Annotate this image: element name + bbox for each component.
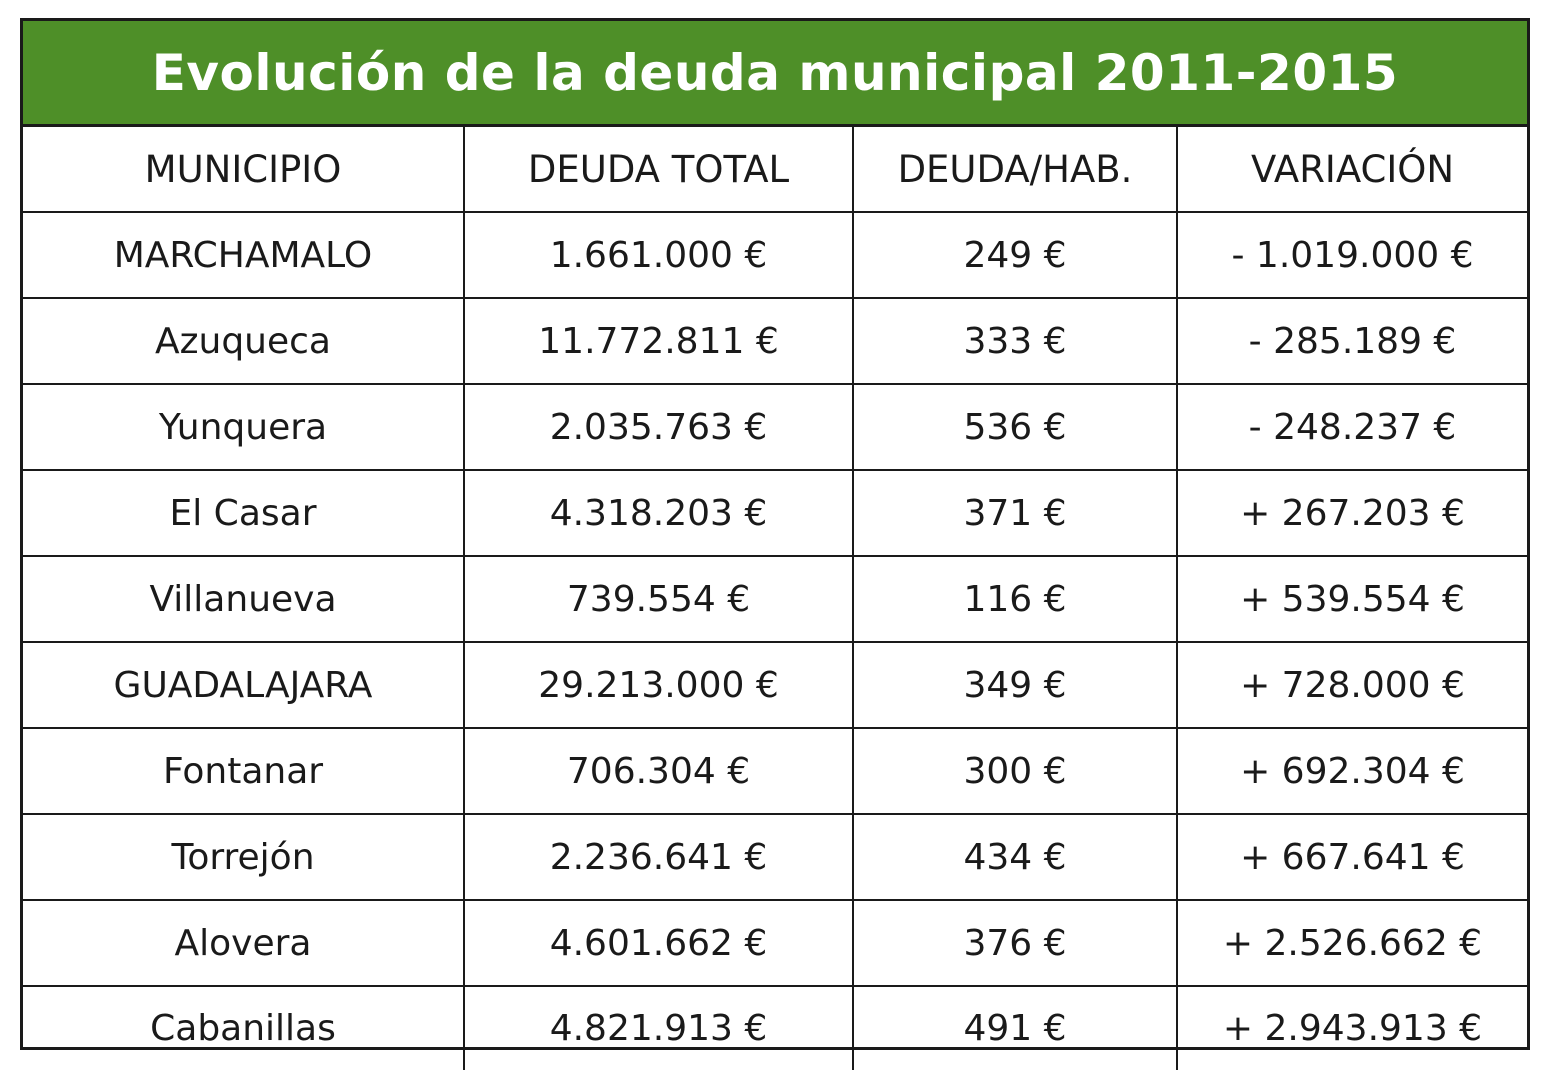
deuda-hab-cell: 536 € [853,384,1177,470]
table-row [23,642,1527,728]
table-row [23,728,1527,814]
deuda-hab-cell: 434 € [853,814,1177,900]
column-header-municipio: MUNICIPIO [23,127,464,212]
table-row [23,212,1527,298]
table-row [23,900,1527,986]
municipio-cell: GUADALAJARA [23,642,464,728]
deuda-total-cell: 4.821.913 € [464,986,853,1070]
table-row [23,384,1527,470]
deuda-total-cell: 11.772.811 € [464,298,853,384]
variacion-cell: - 248.237 € [1177,384,1527,470]
variacion-cell: + 2.943.913 € [1222,1008,1483,1049]
variacion-cell: + 667.641 € [1177,814,1527,900]
deuda-total-cell: 739.554 € [464,556,853,642]
deuda-hab-cell: 349 € [853,642,1177,728]
municipio-cell: Fontanar [23,728,464,814]
variacion-cell: + 2.526.662 € [1177,900,1527,986]
deuda-hab-cell: 333 € [853,298,1177,384]
debt-table-frame [20,18,1530,1050]
table-title: Evolución de la deuda municipal 2011-2015 [23,21,1527,127]
header-row [23,127,1527,212]
municipio-cell: Villanueva [23,556,464,642]
column-header-variacion: VARIACIÓN [1177,127,1527,212]
table-row [23,986,1527,1070]
deuda-hab-cell: 376 € [853,900,1177,986]
municipio-cell: Torrejón [23,814,464,900]
table-row [23,814,1527,900]
variacion-cell: + 267.203 € [1177,470,1527,556]
deuda-total-cell: 29.213.000 € [464,642,853,728]
debt-table [23,127,1527,1070]
table-row [23,556,1527,642]
deuda-hab-cell: 249 € [853,212,1177,298]
table-body [23,212,1527,1070]
variacion-cell: + 692.304 € [1177,728,1527,814]
municipio-cell: El Casar [23,470,464,556]
variacion-cell: - 1.019.000 € [1177,212,1527,298]
table-row [23,470,1527,556]
deuda-total-cell: 706.304 € [464,728,853,814]
municipio-cell: MARCHAMALO [23,212,464,298]
column-header-deuda-hab: DEUDA/HAB. [853,127,1177,212]
deuda-total-cell: 4.601.662 € [464,900,853,986]
variacion-cell: + 539.554 € [1177,556,1527,642]
municipio-cell: Alovera [23,900,464,986]
municipio-cell: Azuqueca [23,298,464,384]
variacion-cell: - 285.189 € [1177,298,1527,384]
municipio-cell: Yunquera [23,384,464,470]
deuda-hab-cell: 491 € [853,986,1177,1070]
table-row [23,298,1527,384]
deuda-total-cell: 2.035.763 € [464,384,853,470]
deuda-hab-cell: 116 € [853,556,1177,642]
deuda-total-cell: 4.318.203 € [464,470,853,556]
column-header-deuda-total: DEUDA TOTAL [464,127,853,212]
variacion-cell: + 728.000 € [1177,642,1527,728]
deuda-total-cell: 1.661.000 € [464,212,853,298]
municipio-cell: Cabanillas [23,986,464,1070]
deuda-total-cell: 2.236.641 € [464,814,853,900]
deuda-hab-cell: 371 € [853,470,1177,556]
deuda-hab-cell: 300 € [853,728,1177,814]
